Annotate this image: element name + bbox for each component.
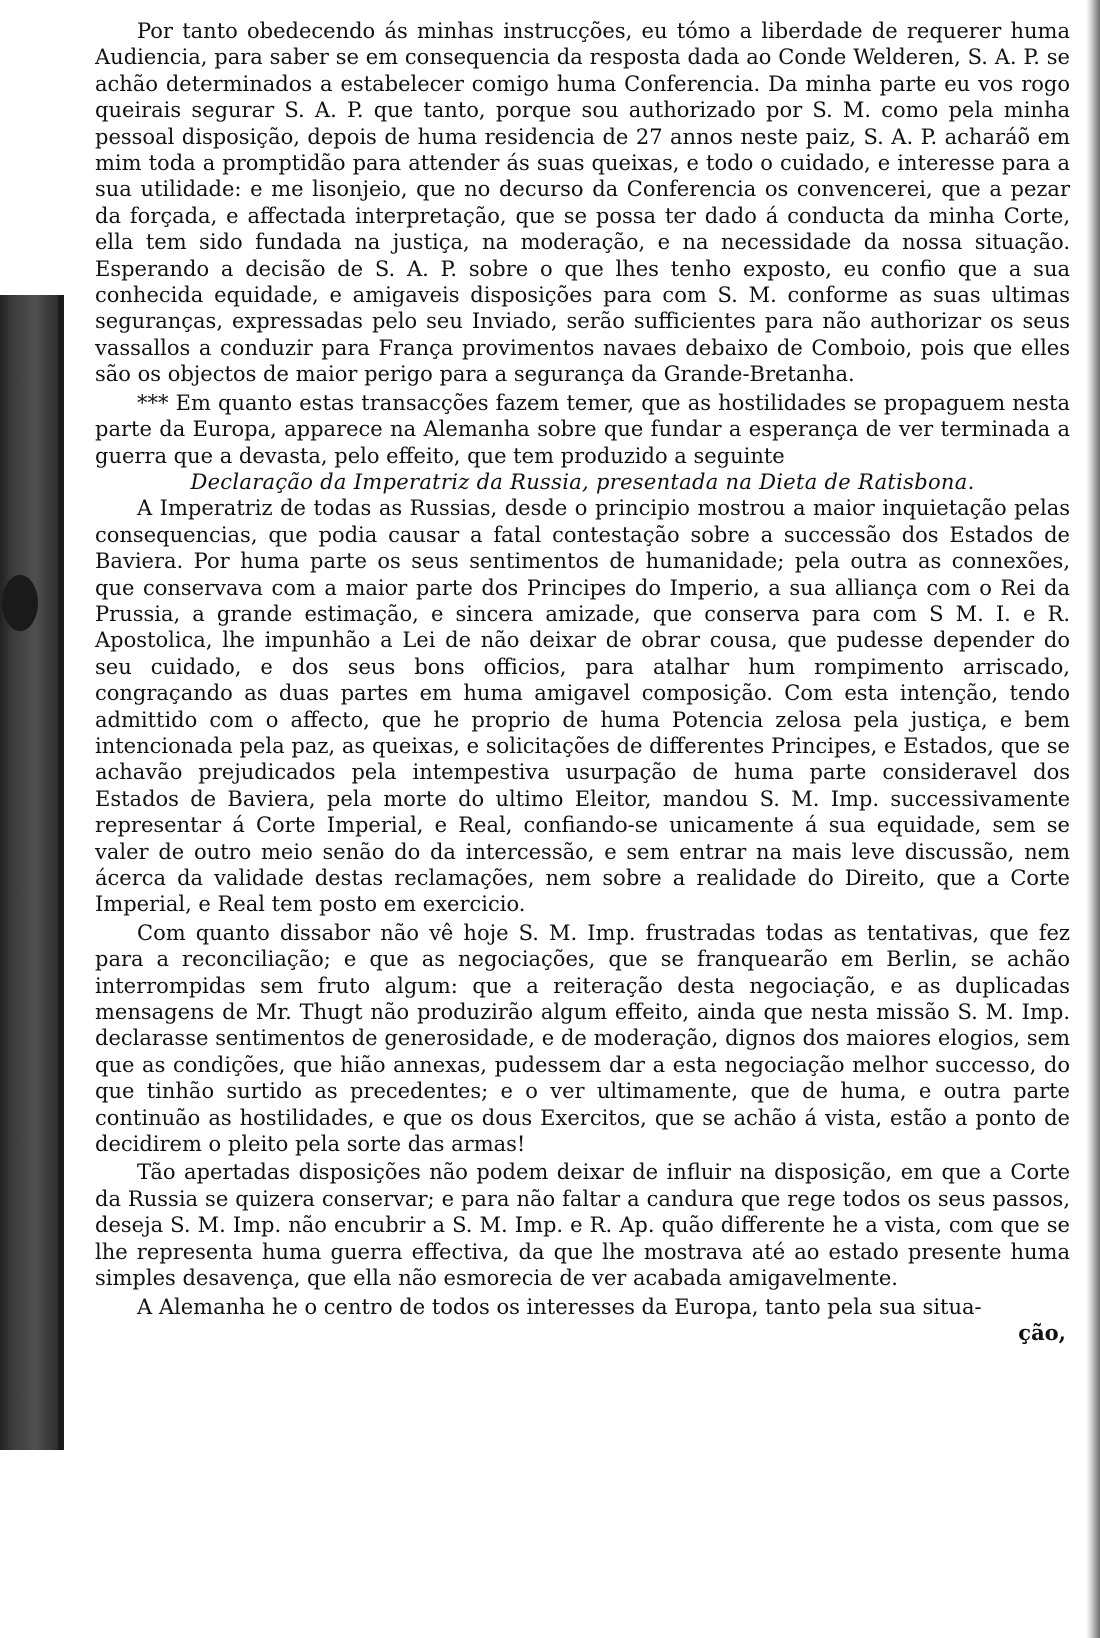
page-right-edge <box>1086 0 1100 1638</box>
document-page <box>95 18 1070 1346</box>
strip-edge <box>58 295 64 1450</box>
paragraph-1: Por tanto obedecendo ás minhas instrucções, eu tómo a liberdade de requerer huma Audiencia, para saber se em consequencia da resposta dada ao Conde Welderen, S. A. P. se achão determinados a estabelecer comigo huma Conferencia. Da minha parte eu vos rogo queirais segurar S. A. P. que tanto, porque sou authorizado por S. M. como pela minha pessoal disposição, depois de huma residencia de 27 annos neste paiz, S. A. P. acharáõ em mim toda a promptidão para attender ás suas queixas, e todo o cuidado, e interesse para a sua utilidade: e me lisonjeio, que no decurso da Conferencia os convencerei, que a pezar da forçada, e affectada interpretação, que se possa ter dado á conducta da minha Corte, ella tem sido fundada na justiça, na moderação, e na necessidade da nossa situação. Esperando a decisão de S. A. P. sobre o que lhes tenho exposto, eu confio que a sua conhecida equidade, e amigaveis disposições para com S. M. conforme as suas ultimas seguranças, expressadas pelo seu Inviado, serão sufficientes para não authorizar os seus vassallos a conduzir para França provimentos navaes debaixo de Comboio, pois que elles são os objectos de maior perigo para a segurança da Grande-Bretanha. <box>95 19 1070 387</box>
paragraph-6: A Alemanha he o centro de todos os interesses da Europa, tanto pela sua situa- <box>137 1294 982 1319</box>
declaration-heading: Declaração da Imperatriz da Russia, presentada na Dieta de Ratisbona. <box>190 469 975 494</box>
paragraph-4: Com quanto dissabor não vê hoje S. M. Imp. frustradas todas as tentativas, que fez para a reconciliação; e que as negociações, que se franquearão em Berlin, se achão interrompidas sem fruto algum: que a reiteração desta negociação, e as duplicadas mensagens de Mr. Thugt não produzirão algum effeito, ainda que nesta missão S. M. Imp. declarasse sentimentos de generosidade, e de moderação, dignos dos maiores elogios, sem que as condições, que hião annexas, pudessem dar a esta negociação melhor successo, do que tinhão surtido as precedentes; e o ver ultimamente, que de huma, e outra parte continuão as hostilidades, e que os dous Exercitos, que se achão á vista, estão a ponto de decidirem o pleito pela sorte das armas! <box>95 920 1070 1157</box>
paragraph-5: Tão apertadas disposições não podem deixar de influir na disposição, em que a Corte da Russia se quizera conservar; e para não faltar a candura que rege todos os seus passos, deseja S. M. Imp. não encubrir a S. M. Imp. e R. Ap. quão differente he a vista, com que se lhe representa huma guerra effectiva, da que lhe mostrava até ao estado presente huma simples desavença, que ella não esmorecia de ver acabada amigavelmente. <box>95 1160 1070 1291</box>
paragraph-3: A Imperatriz de todas as Russias, desde o principio mostrou a maior inquietação pelas consequencias, que podia causar a fatal contestação sobre a successão dos Estados de Baviera. Por huma parte os seus sentimentos de humanidade; pela outra as connexões, que conservava com a maior parte dos Principes do Imperio, a sua alliança com o Rei da Prussia, a grande estimação, e sincera amizade, que conserva para com S M. I. e R. Apostolica, lhe impunhão a Lei de não deixar de obrar cousa, que pudesse depender do seu cuidado, e dos seus bons officios, para atalhar hum rompimento arriscado, congraçando as duas partes em huma amigavel composição. Com esta intenção, tendo admittido com o affecto, que he proprio de huma Potencia zelosa pela justiça, e bem intencionada pela paz, as queixas, e solicitações de differentes Principes, e Estados, que se achavão prejudicados pela intempestiva usurpação de huma parte consideravel dos Estados de Baviera, pela morte do ultimo Eleitor, mandou S. M. Imp. successivamente representar á Corte Imperial, e Real, confiando-se unicamente á sua equidade, sem se valer de outro meio senão do da intercessão, e sem entrar na mais leve discussão, nem ácerca da validade destas reclamações, nem sobre a realidade do Direito, que a Corte Imperial, e Real tem posto em exercicio. <box>95 496 1070 917</box>
paragraph-2: *** Em quanto estas transacções fazem temer, que as hostilidades se propaguem nesta parte da Europa, apparece na Alemanha sobre que fundar a esperança de ver terminada a guerra que a devasta, pelo effeito, que tem produzido a seguinte <box>95 390 1070 468</box>
binding-hole-shadow <box>2 575 38 631</box>
catchword: ção, <box>1018 1319 1066 1345</box>
scanner-edge-strip <box>0 295 58 1450</box>
